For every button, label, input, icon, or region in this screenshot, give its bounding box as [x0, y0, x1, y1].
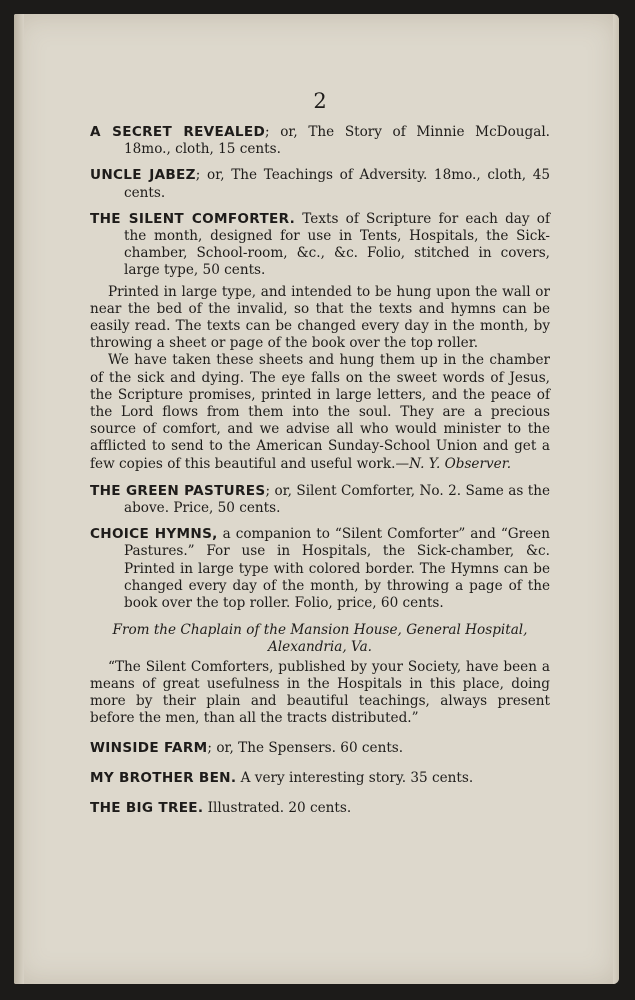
entry-title: MY BROTHER BEN.: [90, 769, 237, 786]
entry-title: THE BIG TREE.: [90, 799, 204, 816]
page-text-block: [90, 88, 550, 830]
catalog-entry: [90, 167, 550, 201]
page-edge: [613, 14, 619, 984]
entry-title: UNCLE JABEZ: [90, 167, 196, 184]
entry-title: CHOICE HYMNS,: [90, 526, 218, 543]
binding-gutter: [14, 14, 24, 984]
entry-title: THE SILENT COMFORTER.: [90, 210, 296, 227]
testimonial-quote: “The Silent Comforters, published by your Society, have been a means of great usefulness in the Hospitals in this place, doing more by their plain and beautiful teachings, always present before the men, than all the tracts distributed.”: [90, 658, 550, 727]
entry-description: A very interesting story. 35 cents.: [236, 769, 474, 786]
entry-description: Illustrated. 20 cents.: [203, 799, 352, 816]
entry-description: ; or, The Teachings of Adversity. 18mo., cloth, 45 cents.: [124, 167, 550, 201]
catalog-entry: [90, 800, 550, 817]
catalog-entry: [90, 211, 550, 280]
catalog-entry: [90, 124, 550, 158]
entry-title: WINSIDE FARM: [90, 739, 208, 756]
catalog-entry: [90, 483, 550, 517]
entry-description: Texts of Scripture for each day of the month, designed for use in Tents, Hospitals, the Sick-chamber, School-room, &c., &c. Folio, stitched in covers, large type, 50 cents.: [124, 210, 550, 279]
entry-title: A SECRET REVEALED: [90, 124, 266, 140]
review-source: —N. Y. Observer.: [395, 455, 512, 472]
catalog-entry: [90, 740, 550, 757]
entry-description: ; or, The Spensers. 60 cents.: [207, 739, 404, 756]
paper-page: [14, 14, 619, 984]
description-paragraph: Printed in large type, and intended to be hung upon the wall or near the bed of the invalid, so that the texts and hymns can be easily read. The texts can be changed every day in the month, by throwing a sheet or page of the book over the top roller.: [90, 283, 550, 352]
entry-description: ; or, Silent Comforter, No. 2. Same as the above. Price, 50 cents.: [124, 482, 550, 517]
testimonial-heading: From the Chaplain of the Mansion House, General Hospital, Alexandria, Va.: [112, 622, 528, 656]
entry-description: a companion to “Silent Comforter” and “Green Pastures.” For use in Hospitals, the Sick-chamber, &c. Printed in large type with colored border. The Hymns can be changed every day of the month, by throwing a page of the book over the top roller. Folio, price, 60 cents.: [124, 526, 550, 612]
entry-description: ; or, The Story of Minnie McDougal. 18mo., cloth, 15 cents.: [124, 124, 550, 158]
entry-title: THE GREEN PASTURES: [90, 482, 266, 499]
catalog-entry: [90, 526, 550, 612]
review-paragraph: [90, 352, 550, 472]
page-number: 2: [313, 89, 327, 113]
review-text: We have taken these sheets and hung them up in the chamber of the sick and dying. The eye falls on the sweet words of Jesus, the Scripture promises, printed in large letters, and the peace of the Lord flows from them into the soul. They are a precious source of comfort, and we advise all who would minister to the afflicted to send to the American Sunday-School Union and get a few copies of this beautiful and useful work.: [90, 352, 550, 472]
catalog-entry: [90, 770, 550, 787]
